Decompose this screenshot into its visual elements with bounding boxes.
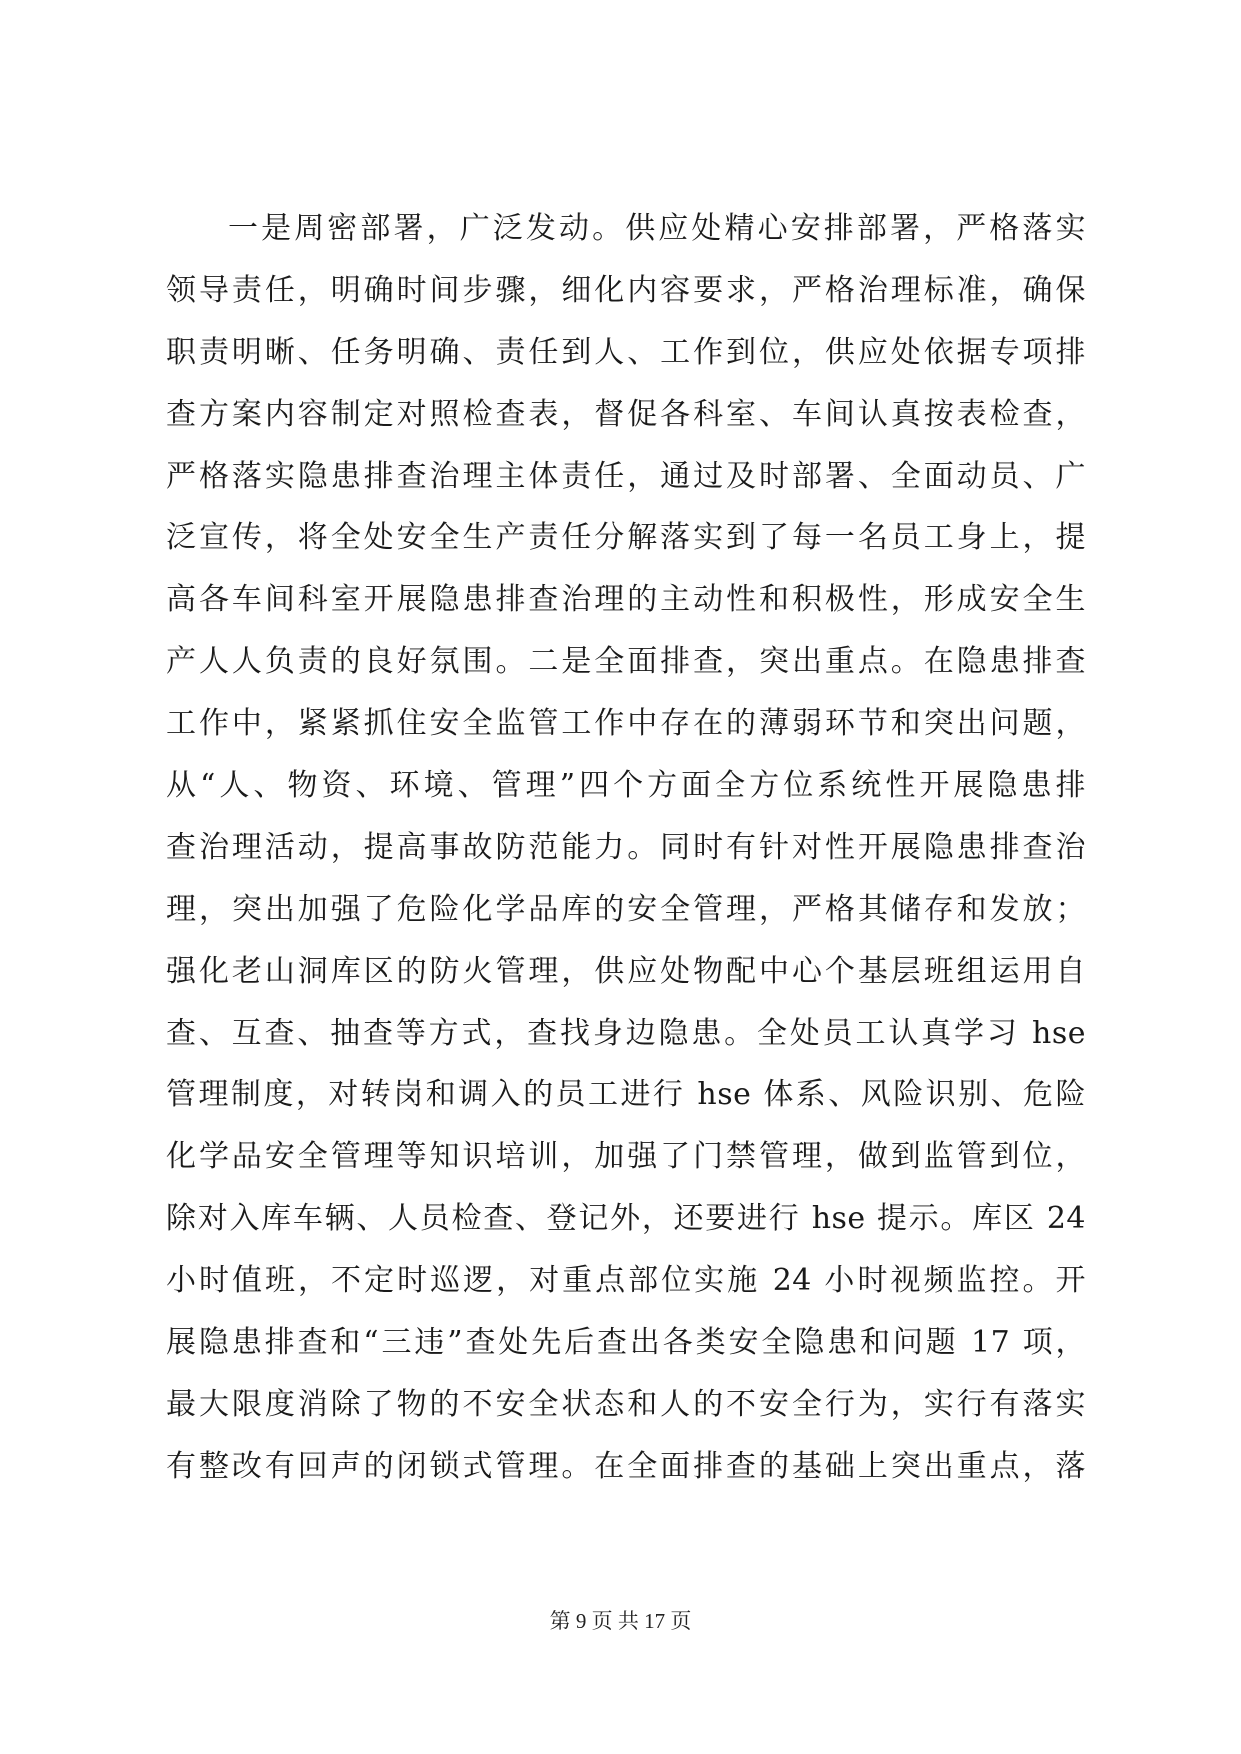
text-line: 管理制度，对转岗和调入的员工进行 hse 体系、风险识别、危险 [166, 1077, 1086, 1113]
text-line: 小时值班，不定时巡逻，对重点部位实施 24 小时视频监控。开 [166, 1263, 1086, 1299]
text-line: 查治理活动，提高事故防范能力。同时有针对性开展隐患排查治 [166, 829, 1086, 865]
page-number-footer: 第 9 页 共 17 页 [549, 1609, 692, 1633]
text-line: 除对入库车辆、人员检查、登记外，还要进行 hse 提示。库区 24 [166, 1201, 1086, 1237]
text-line: 职责明晰、任务明确、责任到人、工作到位，供应处依据专项排 [166, 334, 1086, 370]
text-line: 理，突出加强了危险化学品库的安全管理，严格其储存和发放； [166, 891, 1086, 927]
text-line: 泛宣传，将全处安全生产责任分解落实到了每一名员工身上，提 [166, 520, 1086, 556]
text-line: 最大限度消除了物的不安全状态和人的不安全行为，实行有落实 [166, 1386, 1086, 1422]
text-line: 强化老山洞库区的防火管理，供应处物配中心个基层班组运用自 [166, 953, 1086, 989]
text-line: 高各车间科室开展隐患排查治理的主动性和积极性，形成安全生 [166, 582, 1086, 618]
text-line: 查方案内容制定对照检查表，督促各科室、车间认真按表检查， [166, 396, 1086, 432]
text-line: 从“人、物资、环境、管理”四个方面全方位系统性开展隐患排 [166, 768, 1086, 804]
text-line: 化学品安全管理等知识培训，加强了门禁管理，做到监管到位， [166, 1139, 1086, 1175]
text-line: 工作中，紧紧抓住安全监管工作中存在的薄弱环节和突出问题， [166, 706, 1086, 742]
text-line: 领导责任，明确时间步骤，细化内容要求，严格治理标准，确保 [166, 272, 1086, 308]
text-line: 查、互查、抽查等方式，查找身边隐患。全处员工认真学习 hse [166, 1015, 1086, 1051]
text-line: 一是周密部署，广泛发动。供应处精心安排部署，严格落实 [228, 211, 1086, 246]
text-line: 有整改有回声的闭锁式管理。在全面排查的基础上突出重点，落 [166, 1448, 1086, 1484]
body-paragraph [166, 198, 1086, 1498]
text-line: 严格落实隐患排查治理主体责任，通过及时部署、全面动员、广 [166, 458, 1086, 494]
text-line: 产人人负责的良好氛围。二是全面排查，突出重点。在隐患排查 [166, 644, 1086, 680]
text-line: 展隐患排查和“三违”查处先后查出各类安全隐患和问题 17 项， [166, 1325, 1086, 1361]
